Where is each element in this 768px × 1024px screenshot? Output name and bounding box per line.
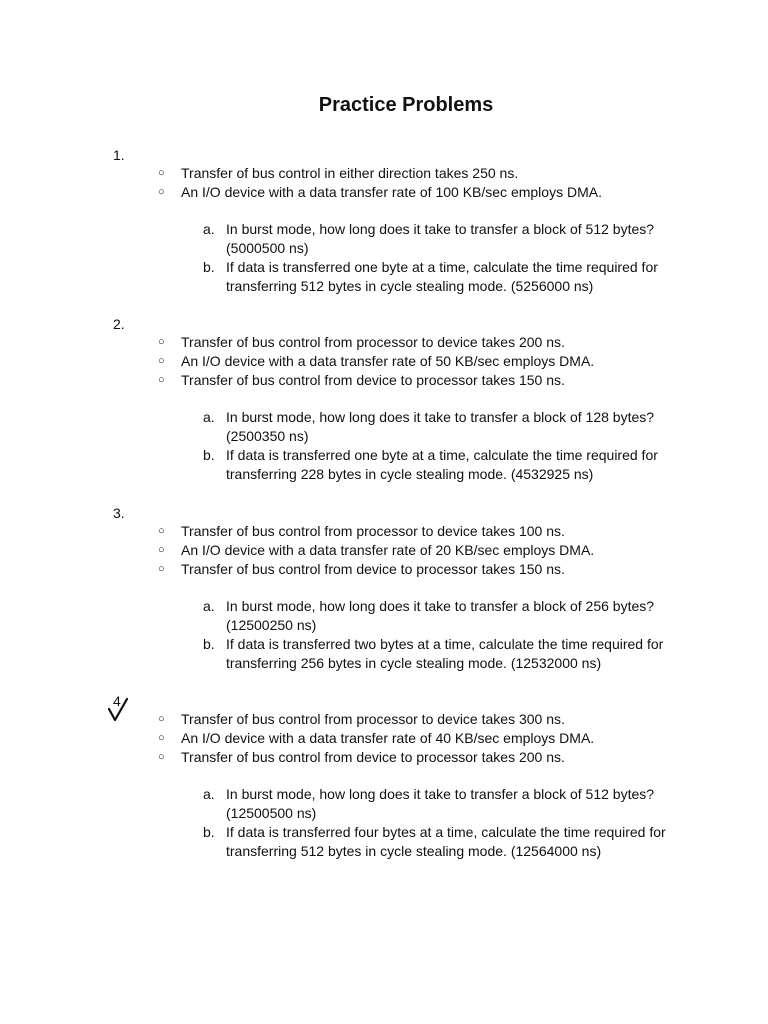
bullet-text: An I/O device with a data transfer rate of 50 KB/sec employs DMA. <box>181 352 595 369</box>
sub-question-b <box>0 823 768 861</box>
circle-bullet-icon: ○ <box>158 354 165 367</box>
circle-bullet-icon: ○ <box>158 373 165 386</box>
problem-number: 4 <box>113 693 121 709</box>
circle-bullet-icon: ○ <box>158 185 165 198</box>
sub-question-text: (12500250 ns) <box>226 616 317 633</box>
bullet-item <box>0 522 768 541</box>
bullet-text: An I/O device with a data transfer rate of 40 KB/sec employs DMA. <box>181 729 595 746</box>
page-title: Practice Problems <box>318 94 494 116</box>
bullet-list <box>0 333 768 389</box>
checkmark-icon <box>105 697 133 725</box>
circle-bullet-icon: ○ <box>158 562 165 575</box>
bullet-item <box>0 560 768 579</box>
sub-question-list <box>0 597 768 672</box>
bullet-item <box>0 541 768 560</box>
sub-question-label: a. <box>203 598 215 615</box>
sub-question-text: transferring 512 bytes in cycle stealing mode. (5256000 ns) <box>226 277 594 294</box>
bullet-list <box>0 164 768 202</box>
sub-question-text: transferring 256 bytes in cycle stealing mode. (12532000 ns) <box>226 654 602 671</box>
sub-question-text: If data is transferred one byte at a time, calculate the time required for <box>226 446 658 463</box>
sub-question-list <box>0 408 768 483</box>
bullet-item <box>0 748 768 767</box>
problem-number: 1. <box>113 147 125 163</box>
bullet-text: Transfer of bus control from processor to device takes 200 ns. <box>181 334 565 350</box>
bullet-text: Transfer of bus control in either direction takes 250 ns. <box>181 165 519 181</box>
problem-number: 2. <box>113 316 125 332</box>
bullet-item <box>0 164 768 183</box>
sub-question-b <box>0 635 768 673</box>
sub-question-text: In burst mode, how long does it take to transfer a block of 256 bytes? <box>226 598 655 615</box>
problem-number: 3. <box>113 505 125 521</box>
sub-question-b <box>0 446 768 484</box>
sub-question-text: If data is transferred four bytes at a time, calculate the time required for <box>226 823 666 840</box>
sub-question-a <box>0 785 768 823</box>
bullet-list <box>0 522 768 578</box>
sub-question-list <box>0 220 768 295</box>
circle-bullet-icon: ○ <box>158 167 165 179</box>
sub-question-text: In burst mode, how long does it take to transfer a block of 512 bytes? <box>226 221 655 238</box>
sub-question-b <box>0 258 768 296</box>
bullet-item <box>0 183 768 202</box>
circle-bullet-icon: ○ <box>158 750 165 763</box>
sub-question-label: b. <box>203 823 215 840</box>
sub-question-text: transferring 512 bytes in cycle stealing mode. (12564000 ns) <box>226 842 602 859</box>
bullet-item <box>0 729 768 748</box>
sub-question-label: a. <box>203 221 215 238</box>
bullet-item <box>0 371 768 390</box>
bullet-item <box>0 333 768 352</box>
sub-question-a <box>0 220 768 258</box>
bullet-text: Transfer of bus control from processor to device takes 100 ns. <box>181 523 565 539</box>
sub-question-text: (12500500 ns) <box>226 804 317 821</box>
bullet-text: Transfer of bus control from device to processor takes 200 ns. <box>181 748 565 765</box>
sub-question-list <box>0 785 768 860</box>
sub-question-text: transferring 228 bytes in cycle stealing mode. (4532925 ns) <box>226 465 594 482</box>
bullet-text: An I/O device with a data transfer rate of 20 KB/sec employs DMA. <box>181 541 595 558</box>
bullet-text: Transfer of bus control from device to processor takes 150 ns. <box>181 560 565 577</box>
sub-question-text: If data is transferred two bytes at a time, calculate the time required for <box>226 635 664 652</box>
sub-question-text: In burst mode, how long does it take to transfer a block of 512 bytes? <box>226 786 655 803</box>
sub-question-a <box>0 597 768 635</box>
bullet-text: Transfer of bus control from device to processor takes 150 ns. <box>181 371 565 388</box>
sub-question-text: In burst mode, how long does it take to transfer a block of 128 bytes? <box>226 409 655 426</box>
circle-bullet-icon: ○ <box>158 731 165 744</box>
circle-bullet-icon: ○ <box>158 713 165 725</box>
sub-question-label: a. <box>203 409 215 426</box>
circle-bullet-icon: ○ <box>158 336 165 348</box>
sub-question-label: b. <box>203 446 215 463</box>
circle-bullet-icon: ○ <box>158 525 165 537</box>
sub-question-text: If data is transferred one byte at a time, calculate the time required for <box>226 258 658 275</box>
sub-question-text: (2500350 ns) <box>226 427 309 444</box>
sub-question-label: a. <box>203 786 215 803</box>
bullet-text: Transfer of bus control from processor to device takes 300 ns. <box>181 711 565 727</box>
sub-question-label: b. <box>203 258 215 275</box>
circle-bullet-icon: ○ <box>158 543 165 556</box>
sub-question-a <box>0 408 768 446</box>
sub-question-text: (5000500 ns) <box>226 240 309 257</box>
bullet-text: An I/O device with a data transfer rate of 100 KB/sec employs DMA. <box>181 183 602 200</box>
sub-question-label: b. <box>203 635 215 652</box>
bullet-item <box>0 352 768 371</box>
